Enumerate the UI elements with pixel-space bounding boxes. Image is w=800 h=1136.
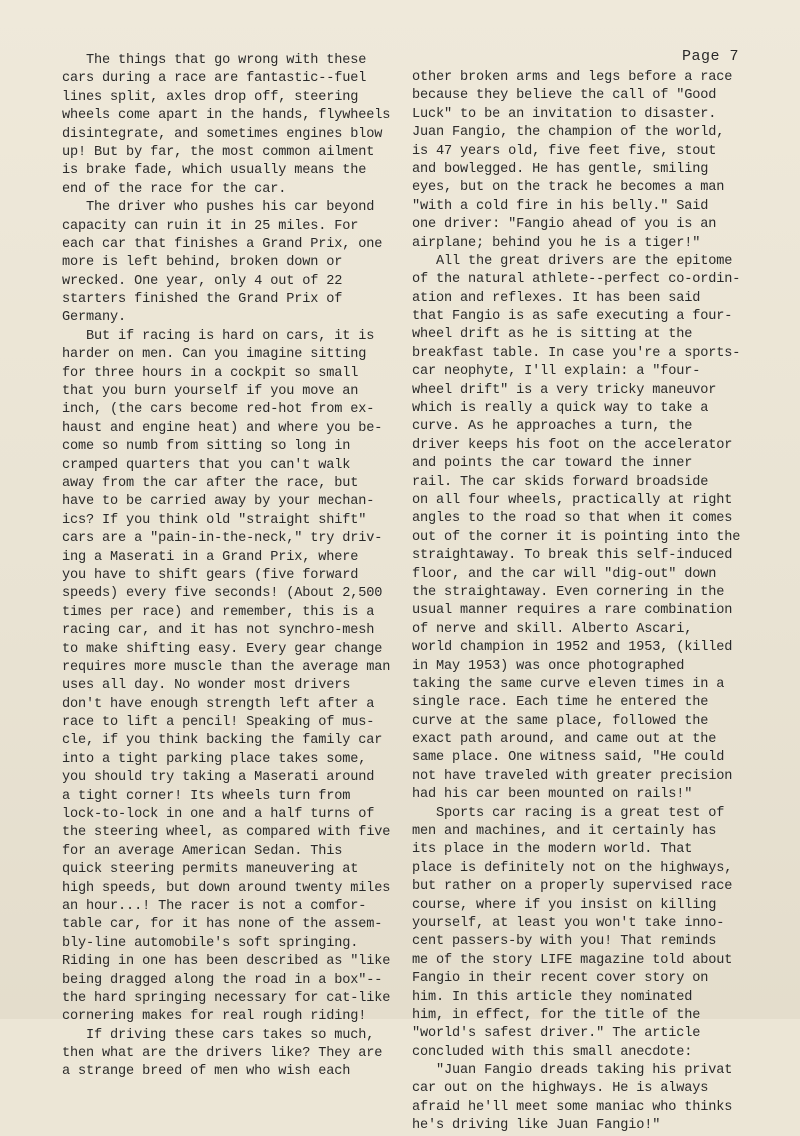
text-line: come so numb from sitting so long in: [62, 439, 351, 455]
text-line: the hard springing necessary for cat-like: [62, 990, 391, 1006]
text-line: disintegrate, and sometimes engines blow: [62, 126, 383, 142]
text-line: haust and engine heat) and where you be-: [62, 420, 383, 436]
text-line: had his car been mounted on rails!": [412, 787, 693, 803]
text-line: the straightaway. Even cornering in the: [412, 584, 725, 600]
page-number: Page 7: [682, 48, 740, 65]
text-line: Riding in one has been described as "like: [62, 954, 391, 970]
text-line: ics? If you think old "straight shift": [62, 512, 367, 528]
text-line: up! But by far, the most common ailment: [62, 144, 375, 160]
text-line: and bowlegged. He has gentle, smiling: [412, 161, 709, 177]
text-line: "world's safest driver." The article: [412, 1026, 701, 1042]
text-line: inch, (the cars become red-hot from ex-: [62, 402, 375, 418]
text-line: angles to the road so that when it comes: [412, 511, 733, 527]
text-line: "with a cold fire in his belly." Said: [412, 198, 709, 214]
text-line: Sports car racing is a great test of: [412, 805, 725, 821]
text-line: its place in the modern world. That: [412, 842, 693, 858]
text-line: curve. As he approaches a turn, the: [412, 419, 693, 435]
text-line: capacity can ruin it in 25 miles. For: [62, 218, 359, 234]
text-line: car out on the highways. He is always: [412, 1081, 709, 1097]
text-line: times per race) and remember, this is a: [62, 604, 375, 620]
text-line: but rather on a properly supervised race: [412, 879, 733, 895]
text-line: same place. One witness said, "He could: [412, 750, 725, 766]
text-line: afraid he'll meet some maniac who thinks: [412, 1099, 733, 1115]
text-line: concluded with this small anecdote:: [412, 1044, 693, 1060]
text-line: curve at the same place, followed the: [412, 713, 709, 729]
text-line: men and machines, and it certainly has: [412, 824, 717, 840]
text-line: straightaway. To break this self-induced: [412, 548, 733, 564]
text-line: more is left behind, broken down or: [62, 255, 343, 271]
left-column: [62, 52, 392, 1082]
text-line: single race. Each time he entered the: [412, 695, 709, 711]
text-line: a strange breed of men who wish each: [62, 1064, 351, 1080]
text-line: Luck" to be an invitation to disaster.: [412, 106, 717, 122]
text-line: starters finished the Grand Prix of: [62, 292, 343, 308]
text-line: on all four wheels, practically at right: [412, 492, 733, 508]
text-line: that Fangio is as safe executing a four-: [412, 309, 733, 325]
text-line: If driving these cars takes so much,: [62, 1027, 375, 1043]
text-line: quick steering permits maneuvering at: [62, 862, 359, 878]
text-line: lock-to-lock in one and a half turns of: [62, 807, 375, 823]
text-line: "Juan Fangio dreads taking his privat: [412, 1063, 733, 1079]
text-line: taking the same curve eleven times in a: [412, 676, 725, 692]
text-line: high speeds, but down around twenty miles: [62, 880, 391, 896]
text-line: All the great drivers are the epitome: [412, 253, 733, 269]
text-line: Fangio in their recent cover story on: [412, 971, 709, 987]
text-line: an hour...! The racer is not a comfor-: [62, 898, 367, 914]
text-line: eyes, but on the track he becomes a man: [412, 180, 725, 196]
text-line: not have traveled with greater precision: [412, 768, 733, 784]
text-line: and points the car toward the inner: [412, 456, 693, 472]
text-line: to make shifting easy. Every gear change: [62, 641, 383, 657]
text-line: out of the corner it is pointing into the: [412, 529, 741, 545]
text-line: bly-line automobile's soft springing.: [62, 935, 359, 951]
text-line: wheels come apart in the hands, flywheels: [62, 108, 391, 124]
text-line: Germany.: [62, 310, 127, 326]
right-column: [412, 69, 742, 1136]
text-line: table car, for it has none of the assem-: [62, 917, 383, 933]
text-line: airplane; behind you he is a tiger!": [412, 235, 701, 251]
text-line: The driver who pushes his car beyond: [62, 200, 375, 216]
text-line: end of the race for the car.: [62, 181, 287, 197]
text-line: me of the story LIFE magazine told about: [412, 952, 733, 968]
text-line: which is really a quick way to take a: [412, 401, 709, 417]
text-line: wheel drift" is a very tricky maneuvor: [412, 382, 717, 398]
text-line: the steering wheel, as compared with five: [62, 825, 391, 841]
text-line: is brake fade, which usually means the: [62, 163, 367, 179]
text-line: cent passers-by with you! That reminds: [412, 934, 717, 950]
text-line: place is definitely not on the highways,: [412, 860, 733, 876]
text-line: then what are the drivers like? They are: [62, 1046, 383, 1062]
text-line: uses all day. No wonder most drivers: [62, 678, 351, 694]
text-line: a tight corner! Its wheels turn from: [62, 788, 351, 804]
text-line: world champion in 1952 and 1953, (killed: [412, 640, 733, 656]
text-line: he's driving like Juan Fangio!": [412, 1118, 661, 1134]
text-line: exact path around, and came out at the: [412, 732, 717, 748]
text-line: cars during a race are fantastic--fuel: [62, 71, 367, 87]
text-line: cle, if you think backing the family car: [62, 733, 383, 749]
text-line: harder on men. Can you imagine sitting: [62, 347, 367, 363]
text-line: breakfast table. In case you're a sports-: [412, 345, 741, 361]
text-line: floor, and the car will "dig-out" down: [412, 566, 717, 582]
text-line: into a tight parking place takes some,: [62, 751, 367, 767]
text-line: is 47 years old, five feet five, stout: [412, 143, 717, 159]
text-line: wheel drift as he is sitting at the: [412, 327, 693, 343]
text-line: because they believe the call of "Good: [412, 88, 717, 104]
text-line: car neophyte, I'll explain: a "four-: [412, 364, 701, 380]
text-line: don't have enough strength left after a: [62, 696, 375, 712]
text-line: wrecked. One year, only 4 out of 22: [62, 273, 343, 289]
text-line: Juan Fangio, the champion of the world,: [412, 125, 725, 141]
text-line: yourself, at least you won't take inno-: [412, 915, 725, 931]
text-line: of the natural athlete--perfect co-ordin-: [412, 272, 741, 288]
text-line: you have to shift gears (five forward: [62, 567, 359, 583]
text-line: that you burn yourself if you move an: [62, 384, 359, 400]
text-line: him, in effect, for the title of the: [412, 1007, 701, 1023]
text-line: But if racing is hard on cars, it is: [62, 328, 375, 344]
text-line: ing a Maserati in a Grand Prix, where: [62, 549, 359, 565]
text-line: driver keeps his foot on the accelerator: [412, 437, 733, 453]
text-line: ation and reflexes. It has been said: [412, 290, 701, 306]
text-line: racing car, and it has not synchro-mesh: [62, 623, 375, 639]
text-line: The things that go wrong with these: [62, 53, 367, 68]
text-line: one driver: "Fangio ahead of you is an: [412, 217, 717, 233]
text-line: you should try taking a Maserati around: [62, 770, 375, 786]
text-line: for three hours in a cockpit so small: [62, 365, 359, 381]
text-line: cars are a "pain-in-the-neck," try driv-: [62, 531, 383, 547]
text-line: in May 1953) was once photographed: [412, 658, 685, 674]
text-line: each car that finishes a Grand Prix, one: [62, 236, 383, 252]
text-line: being dragged along the road in a box"--: [62, 972, 383, 988]
text-line: cornering makes for real rough riding!: [62, 1009, 367, 1025]
text-line: for an average American Sedan. This: [62, 843, 343, 859]
text-line: rail. The car skids forward broadside: [412, 474, 709, 490]
text-line: him. In this article they nominated: [412, 989, 693, 1005]
text-line: have to be carried away by your mechan-: [62, 494, 375, 510]
text-line: requires more muscle than the average man: [62, 659, 391, 675]
text-line: away from the car after the race, but: [62, 475, 359, 491]
text-line: lines split, axles drop off, steering: [62, 89, 359, 105]
text-line: speeds) every five seconds! (About 2,500: [62, 586, 383, 602]
text-line: race to lift a pencil! Speaking of mus-: [62, 715, 375, 731]
text-line: usual manner requires a rare combination: [412, 603, 733, 619]
text-line: of nerve and skill. Alberto Ascari,: [412, 621, 693, 637]
text-line: cramped quarters that you can't walk: [62, 457, 351, 473]
text-line: course, where if you insist on killing: [412, 897, 717, 913]
text-line: other broken arms and legs before a race: [412, 70, 733, 85]
